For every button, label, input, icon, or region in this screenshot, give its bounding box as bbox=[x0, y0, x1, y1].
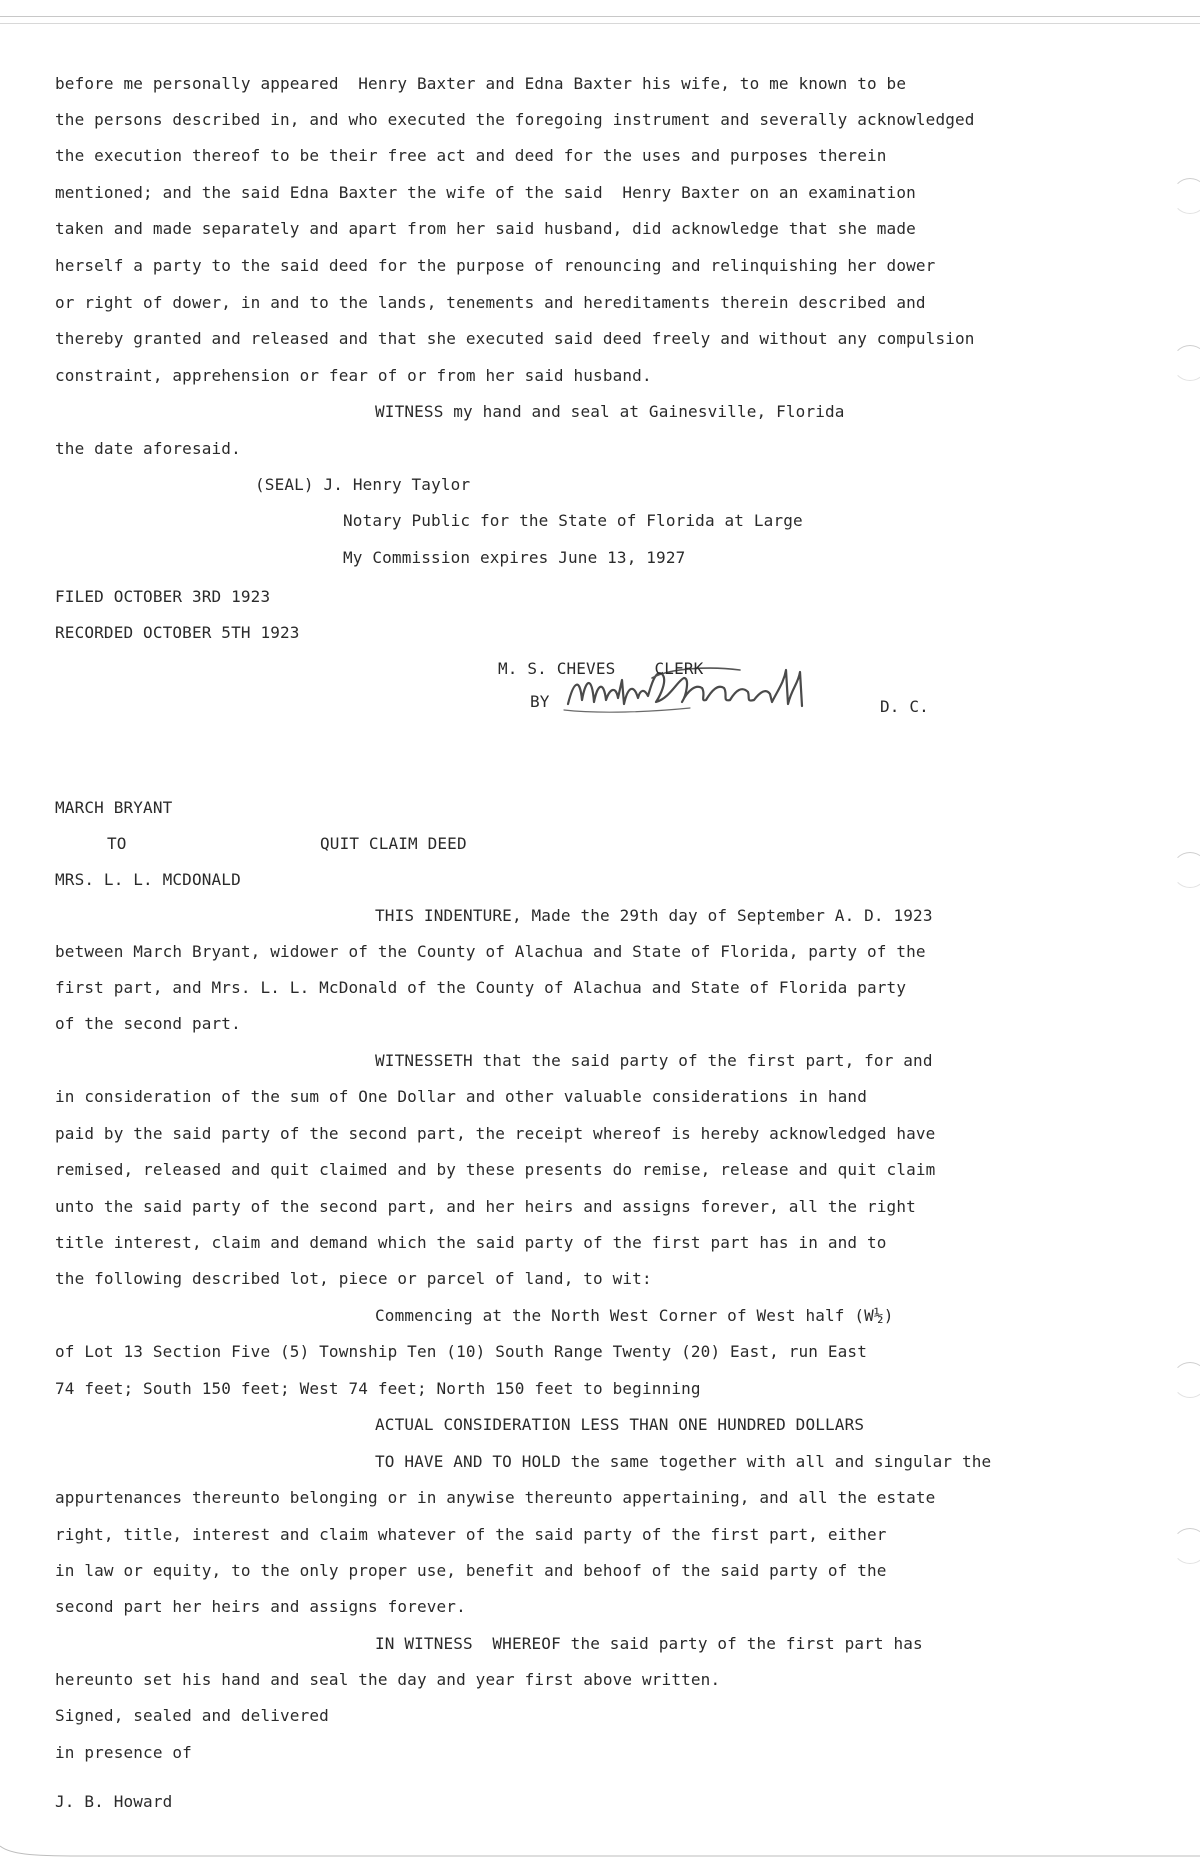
text-line: herself a party to the said deed for the purpose of renouncing and relinquishing her dower bbox=[55, 256, 936, 275]
top-border-rule bbox=[0, 16, 1200, 24]
punch-hole-2 bbox=[1172, 345, 1200, 381]
clerk-name: M. S. CHEVES CLERK bbox=[498, 659, 704, 678]
text-line: Commencing at the North West Corner of West half (W½) bbox=[375, 1306, 894, 1325]
witness-line: WITNESS my hand and seal at Gainesville, Florida bbox=[375, 402, 845, 421]
text-line: 74 feet; South 150 feet; West 74 feet; North 150 feet to beginning bbox=[55, 1379, 701, 1398]
text-line: second part her heirs and assigns forever. bbox=[55, 1597, 466, 1616]
text-line: constraint, apprehension or fear of or from her said husband. bbox=[55, 366, 652, 385]
text-line: remised, released and quit claimed and by these presents do remise, release and quit claim bbox=[55, 1160, 936, 1179]
witness-name: J. B. Howard bbox=[55, 1792, 173, 1811]
punch-hole-4 bbox=[1172, 1362, 1200, 1398]
text-line: of the second part. bbox=[55, 1014, 241, 1033]
page-edge-curve bbox=[0, 1820, 1200, 1860]
grantor-name: MARCH BRYANT bbox=[55, 798, 173, 817]
text-line: WITNESSETH that the said party of the first part, for and bbox=[375, 1051, 933, 1070]
text-line: or right of dower, in and to the lands, tenements and hereditaments therein described and bbox=[55, 293, 926, 312]
text-line: title interest, claim and demand which the said party of the first part has in and to bbox=[55, 1233, 887, 1252]
consideration-statement: ACTUAL CONSIDERATION LESS THAN ONE HUNDRED DOLLARS bbox=[375, 1415, 865, 1434]
text-line: Signed, sealed and delivered bbox=[55, 1706, 329, 1725]
filed-date: FILED OCTOBER 3RD 1923 bbox=[55, 587, 271, 606]
text-line: of Lot 13 Section Five (5) Township Ten (10) South Range Twenty (20) East, run East bbox=[55, 1342, 867, 1361]
punch-hole-3 bbox=[1172, 852, 1200, 888]
text-line: thereby granted and released and that she executed said deed freely and without any compulsion bbox=[55, 329, 975, 348]
text-line: TO HAVE AND TO HOLD the same together with all and singular the bbox=[375, 1452, 992, 1471]
clerk-by-label: BY bbox=[530, 692, 550, 711]
text-line: in consideration of the sum of One Dollar and other valuable considerations in hand bbox=[55, 1087, 867, 1106]
text-line: in presence of bbox=[55, 1743, 192, 1762]
deputy-clerk-label: D. C. bbox=[880, 697, 929, 716]
text-line: IN WITNESS WHEREOF the said party of the first part has bbox=[375, 1634, 923, 1653]
text-line: unto the said party of the second part, and her heirs and assigns forever, all the right bbox=[55, 1197, 916, 1216]
text-line: mentioned; and the said Edna Baxter the wife of the said Henry Baxter on an examination bbox=[55, 183, 916, 202]
text-line: appurtenances thereunto belonging or in anywise thereunto appertaining, and all the estate bbox=[55, 1488, 936, 1507]
text-line: taken and made separately and apart from her said husband, did acknowledge that she made bbox=[55, 219, 916, 238]
text-line: the persons described in, and who executed the foregoing instrument and severally acknowledged bbox=[55, 110, 975, 129]
text-line: the date aforesaid. bbox=[55, 439, 241, 458]
text-line: hereunto set his hand and seal the day and year first above written. bbox=[55, 1670, 721, 1689]
punch-hole-1 bbox=[1172, 178, 1200, 214]
commission-expiry: My Commission expires June 13, 1927 bbox=[343, 548, 686, 567]
recorded-date: RECORDED OCTOBER 5TH 1923 bbox=[55, 623, 300, 642]
notary-title: Notary Public for the State of Florida at Large bbox=[343, 511, 803, 530]
text-line: the execution thereof to be their free act and deed for the uses and purposes therein bbox=[55, 146, 887, 165]
notary-seal-name: (SEAL) J. Henry Taylor bbox=[255, 475, 471, 494]
deed-type: QUIT CLAIM DEED bbox=[320, 834, 467, 853]
to-label: TO bbox=[107, 834, 127, 853]
text-line: first part, and Mrs. L. L. McDonald of the County of Alachua and State of Florida party bbox=[55, 978, 907, 997]
text-line: right, title, interest and claim whatever of the said party of the first part, either bbox=[55, 1525, 887, 1544]
text-line: between March Bryant, widower of the County of Alachua and State of Florida, party of the bbox=[55, 942, 926, 961]
text-line: THIS INDENTURE, Made the 29th day of September A. D. 1923 bbox=[375, 906, 933, 925]
text-line: in law or equity, to the only proper use, benefit and behoof of the said party of the bbox=[55, 1561, 887, 1580]
text-line: before me personally appeared Henry Baxter and Edna Baxter his wife, to me known to be bbox=[55, 74, 907, 93]
grantee-name: MRS. L. L. MCDONALD bbox=[55, 870, 241, 889]
text-line: the following described lot, piece or parcel of land, to wit: bbox=[55, 1269, 652, 1288]
text-line: paid by the said party of the second part, the receipt whereof is hereby acknowledged have bbox=[55, 1124, 936, 1143]
punch-hole-5 bbox=[1172, 1528, 1200, 1564]
